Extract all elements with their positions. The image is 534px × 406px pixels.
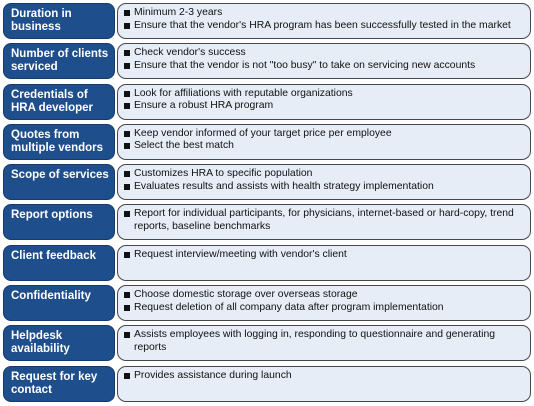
bullet-item — [123, 181, 526, 194]
bullet-text: Assists employees with logging in, responding to questionnaire and generating reports — [134, 329, 496, 353]
square-bullet-icon — [124, 332, 130, 338]
criteria-row — [3, 84, 531, 120]
bullet-list — [123, 208, 526, 233]
bullet-item — [123, 370, 526, 383]
bullet-item — [123, 289, 526, 302]
bullet-item — [123, 7, 526, 20]
square-bullet-icon — [124, 10, 130, 16]
bullet-text: Request deletion of all company data after program implementation — [134, 301, 444, 313]
criterion-details — [117, 164, 531, 200]
bullet-text: Check vendor's success — [134, 47, 246, 59]
criterion-label: Quotes from multiple vendors — [3, 124, 115, 160]
criterion-details — [117, 285, 531, 321]
criterion-label: Helpdesk availability — [3, 325, 115, 361]
bullet-text: Keep vendor informed of your target price per employee — [134, 127, 392, 139]
criterion-details — [117, 43, 531, 79]
bullet-list — [123, 88, 526, 113]
bullet-list — [123, 370, 526, 383]
criterion-label: Confidentiality — [3, 285, 115, 321]
bullet-text: Provides assistance during launch — [134, 369, 292, 381]
bullet-item — [123, 47, 526, 60]
bullet-text: Choose domestic storage over overseas storage — [134, 289, 358, 301]
criterion-label: Duration in business — [3, 3, 115, 39]
square-bullet-icon — [124, 63, 130, 69]
bullet-text: Look for affiliations with reputable organizations — [134, 87, 353, 99]
bullet-list — [123, 249, 526, 262]
square-bullet-icon — [124, 252, 130, 258]
criteria-row — [3, 285, 531, 321]
criteria-row — [3, 43, 531, 79]
criterion-label: Credentials of HRA developer — [3, 84, 115, 120]
criteria-row — [3, 124, 531, 160]
bullet-list — [123, 168, 526, 193]
bullet-text: Customizes HRA to specific population — [134, 168, 313, 180]
square-bullet-icon — [124, 50, 130, 56]
bullet-text: Select the best match — [134, 140, 234, 152]
bullet-item — [123, 249, 526, 262]
square-bullet-icon — [124, 171, 130, 177]
criteria-row — [3, 325, 531, 361]
criterion-label: Request for key contact — [3, 366, 115, 402]
criterion-details — [117, 84, 531, 120]
criterion-details — [117, 124, 531, 160]
criterion-details — [117, 3, 531, 39]
square-bullet-icon — [124, 211, 130, 217]
bullet-item — [123, 302, 526, 315]
square-bullet-icon — [124, 143, 130, 149]
square-bullet-icon — [124, 131, 130, 137]
criteria-row — [3, 245, 531, 281]
square-bullet-icon — [124, 184, 130, 190]
criteria-table — [3, 3, 531, 406]
bullet-item — [123, 140, 526, 153]
bullet-item — [123, 329, 526, 354]
criterion-label: Scope of services — [3, 164, 115, 200]
criterion-details — [117, 325, 531, 361]
bullet-item — [123, 20, 526, 33]
bullet-item — [123, 100, 526, 113]
bullet-text: Minimum 2-3 years — [134, 7, 223, 18]
criterion-details — [117, 366, 531, 402]
bullet-item — [123, 208, 526, 233]
bullet-list — [123, 47, 526, 72]
bullet-list — [123, 7, 526, 32]
criterion-details — [117, 204, 531, 240]
bullet-list — [123, 128, 526, 153]
square-bullet-icon — [124, 23, 130, 29]
square-bullet-icon — [124, 373, 130, 379]
bullet-item — [123, 128, 526, 141]
bullet-text: Evaluates results and assists with health strategy implementation — [134, 180, 434, 192]
square-bullet-icon — [124, 91, 130, 97]
bullet-item — [123, 88, 526, 101]
criterion-label: Client feedback — [3, 245, 115, 281]
criterion-label: Number of clients serviced — [3, 43, 115, 79]
square-bullet-icon — [124, 305, 130, 311]
bullet-list — [123, 289, 526, 314]
bullet-text: Report for individual participants, for physicians, internet-based or hard-copy, trend reports, baseline benchmarks — [134, 208, 514, 233]
bullet-text: Ensure that the vendor's HRA program has been successfully tested in the market — [134, 19, 511, 31]
criteria-row — [3, 204, 531, 240]
criterion-label: Report options — [3, 204, 115, 240]
criteria-row — [3, 3, 531, 39]
square-bullet-icon — [124, 292, 130, 298]
bullet-text: Ensure that the vendor is not "too busy" to take on servicing new accounts — [134, 59, 476, 71]
square-bullet-icon — [124, 103, 130, 109]
criteria-row — [3, 164, 531, 200]
bullet-list — [123, 329, 526, 354]
criteria-row — [3, 366, 531, 402]
bullet-text: Request interview/meeting with vendor's client — [134, 248, 347, 260]
bullet-text: Ensure a robust HRA program — [134, 100, 274, 112]
bullet-item — [123, 168, 526, 181]
bullet-item — [123, 60, 526, 73]
criterion-details — [117, 245, 531, 281]
